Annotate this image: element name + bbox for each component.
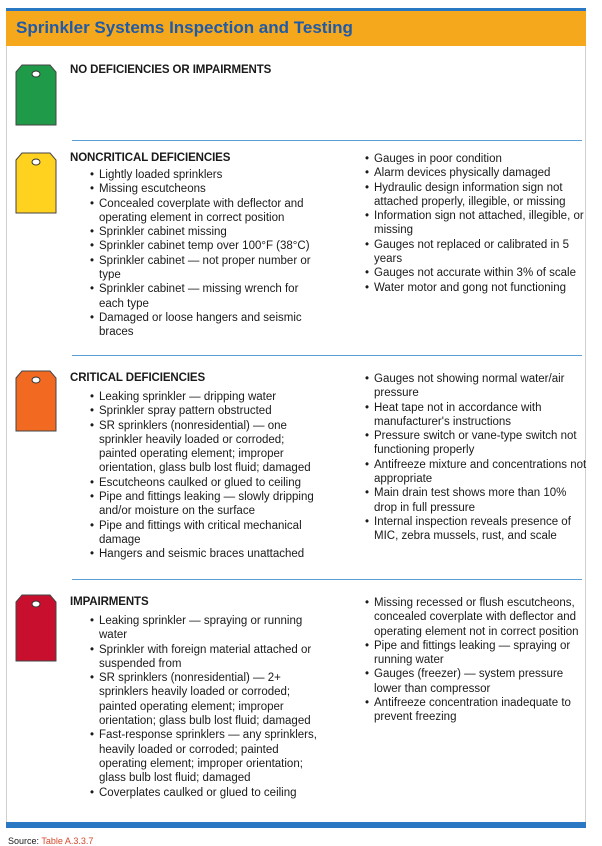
noncritical-right-list xyxy=(365,152,587,295)
list-item: • Pipe and fittings leaking — spraying or running water xyxy=(365,639,587,668)
section-heading-no-deficiencies: NO DEFICIENCIES OR IMPAIRMENTS xyxy=(70,64,272,76)
list-item: • Sprinkler cabinet — not proper number or type xyxy=(90,254,325,283)
source-note xyxy=(8,836,93,846)
list-item: • Gauges not replaced or calibrated in 5 years xyxy=(365,238,587,267)
list-item: • Pressure switch or vane-type switch not functioning properly xyxy=(365,429,587,458)
title-bar xyxy=(6,8,586,46)
list-item: • Sprinkler cabinet temp over 100°F (38°C) xyxy=(90,239,325,253)
list-item: • Main drain test shows more than 10% drop in full pressure xyxy=(365,486,587,515)
list-item: • SR sprinklers (nonresidential) — one sprinkler heavily loaded or corroded; painted operating element; improper orientation, glass bulb lost fluid; damaged xyxy=(90,419,325,476)
list-item: • SR sprinklers (nonresidential) — 2+ sprinklers heavily loaded or corroded; painted operating element; improper orientation; glass bulb lost fluid; damaged xyxy=(90,671,325,728)
page-title: Sprinkler Systems Inspection and Testing xyxy=(16,18,353,37)
section-divider xyxy=(72,140,582,141)
list-item: • Lightly loaded sprinklers xyxy=(90,168,325,182)
source-label: Source: xyxy=(8,836,40,846)
green-tag-icon xyxy=(14,64,58,126)
list-item: • Concealed coverplate with deflector and operating element in correct position xyxy=(90,197,325,226)
list-item: • Pipe and fittings with critical mechanical damage xyxy=(90,519,325,548)
list-item: • Gauges in poor condition xyxy=(365,152,587,166)
list-item: • Pipe and fittings leaking — slowly dripping and/or moisture on the surface xyxy=(90,490,325,519)
section-divider xyxy=(72,579,582,580)
section-heading-noncritical: NONCRITICAL DEFICIENCIES xyxy=(70,152,231,164)
list-item: • Information sign not attached, illegible, or missing xyxy=(365,209,587,238)
list-item: • Hydraulic design information sign not attached properly, illegible, or missing xyxy=(365,181,587,210)
section-heading-critical: CRITICAL DEFICIENCIES xyxy=(70,372,206,384)
impairments-left-list xyxy=(90,614,325,800)
list-item: • Leaking sprinkler — dripping water xyxy=(90,390,325,404)
red-tag-icon xyxy=(14,594,58,662)
list-item: • Fast-response sprinklers — any sprinklers, heavily loaded or corroded; painted operating element; improper orientation; glass bulb lost fluid; damaged xyxy=(90,728,325,785)
list-item: • Heat tape not in accordance with manufacturer's instructions xyxy=(365,401,587,430)
list-item: • Water motor and gong not functioning xyxy=(365,281,587,295)
list-item: • Sprinkler cabinet — missing wrench for each type xyxy=(90,282,325,311)
impairments-right-list xyxy=(365,596,587,725)
source-reference: Table A.3.3.7 xyxy=(41,836,94,846)
yellow-tag-icon xyxy=(14,152,58,214)
list-item: • Sprinkler cabinet missing xyxy=(90,225,325,239)
noncritical-left-list xyxy=(90,168,325,340)
list-item: • Missing recessed or flush escutcheons, concealed coverplate with deflector and operating element not in correct position xyxy=(365,596,587,639)
list-item: • Internal inspection reveals presence of MIC, zebra mussels, rust, and scale xyxy=(365,515,587,544)
bottom-bar xyxy=(6,822,586,828)
list-item: • Escutcheons caulked or glued to ceiling xyxy=(90,476,325,490)
list-item: • Damaged or loose hangers and seismic braces xyxy=(90,311,325,340)
orange-tag-icon xyxy=(14,370,58,432)
list-item: • Coverplates caulked or glued to ceiling xyxy=(90,786,325,800)
list-item: • Antifreeze concentration inadequate to prevent freezing xyxy=(365,696,587,725)
list-item: • Gauges not accurate within 3% of scale xyxy=(365,266,587,280)
list-item: • Missing escutcheons xyxy=(90,182,325,196)
list-item: • Sprinkler spray pattern obstructed xyxy=(90,404,325,418)
list-item: • Alarm devices physically damaged xyxy=(365,166,587,180)
list-item: • Sprinkler with foreign material attached or suspended from xyxy=(90,643,325,672)
critical-right-list xyxy=(365,372,587,544)
list-item: • Antifreeze mixture and concentrations not appropriate xyxy=(365,458,587,487)
list-item: • Gauges not showing normal water/air pressure xyxy=(365,372,587,401)
list-item: • Hangers and seismic braces unattached xyxy=(90,547,325,561)
section-divider xyxy=(72,355,582,356)
critical-left-list xyxy=(90,390,325,562)
section-heading-impairments: IMPAIRMENTS xyxy=(70,596,149,608)
list-item: • Leaking sprinkler — spraying or running water xyxy=(90,614,325,643)
list-item: • Gauges (freezer) — system pressure lower than compressor xyxy=(365,667,587,696)
